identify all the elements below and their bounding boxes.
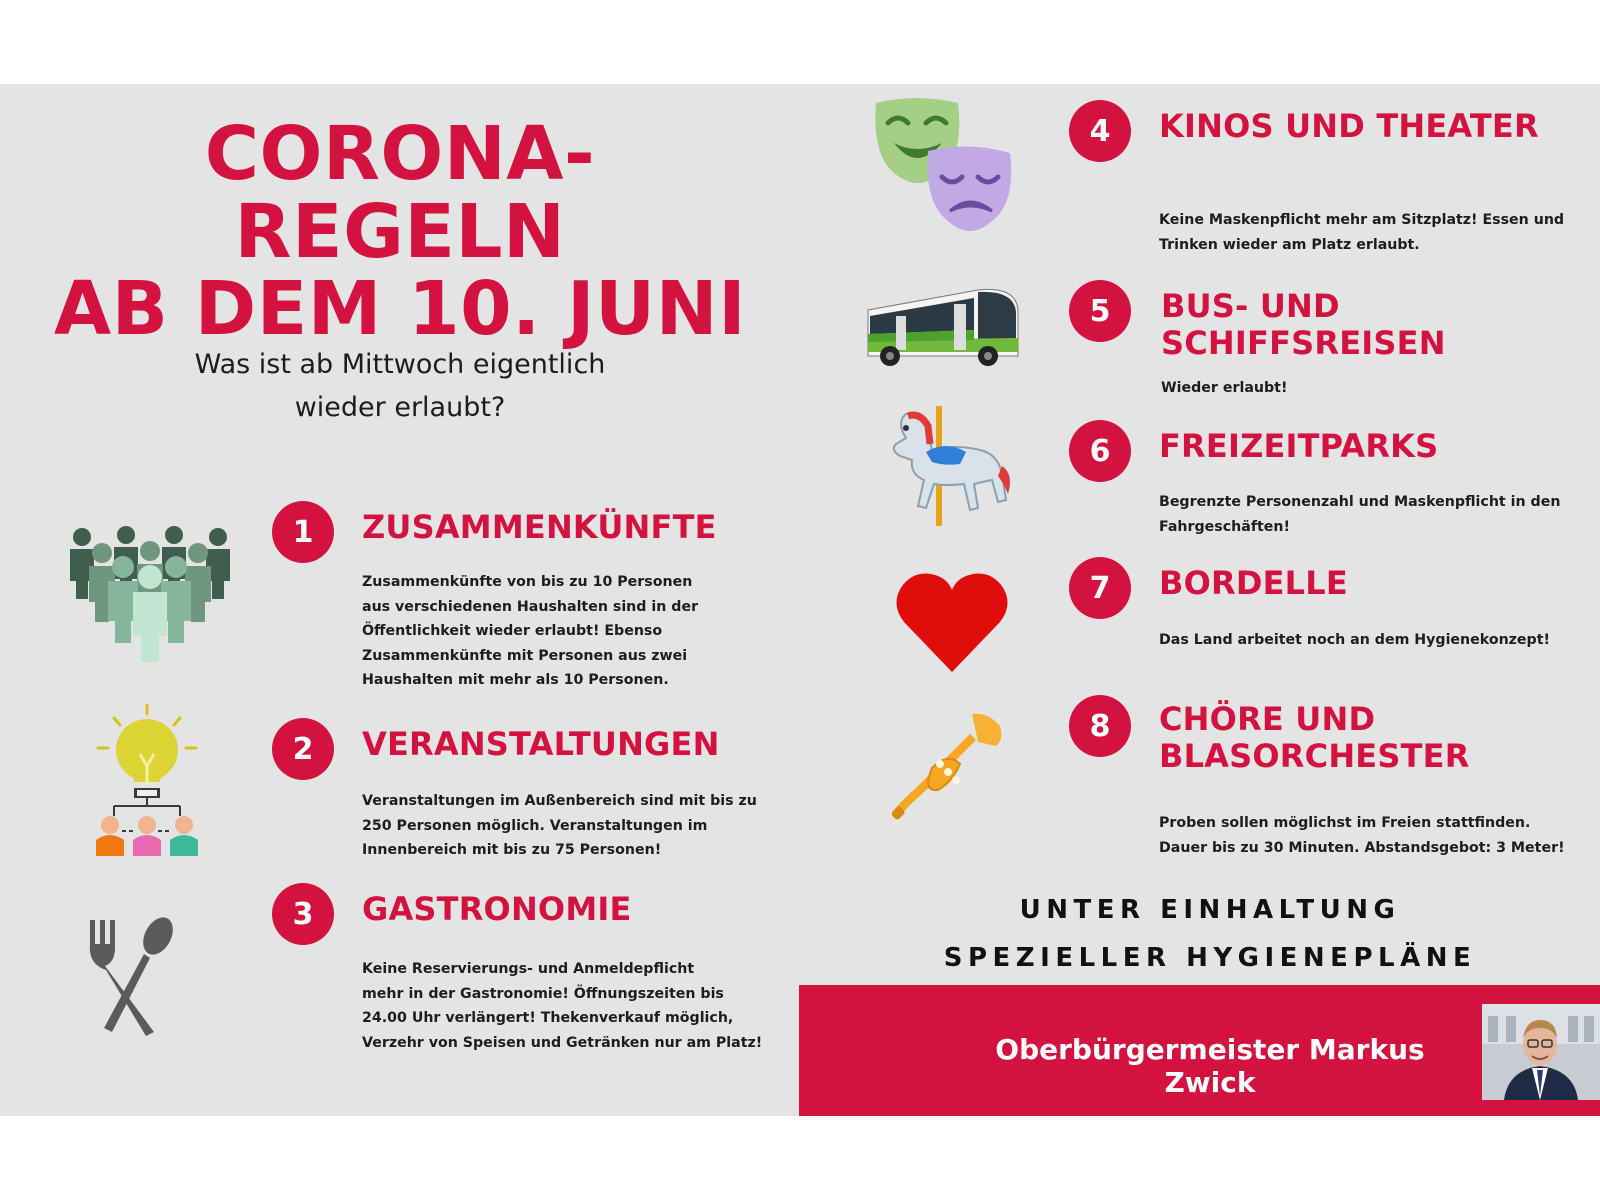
rule-heading-line: GASTRONOMIE	[362, 890, 632, 928]
rule-heading-line: CHÖRE UND	[1159, 700, 1376, 738]
rule-number-badge: 7	[1069, 557, 1131, 619]
rule-description	[1159, 490, 1560, 539]
mayor-name: Oberbürgermeister Markus Zwick	[995, 1033, 1425, 1099]
rule-text-line: Zusammenkünfte mit Personen aus zwei	[362, 647, 688, 664]
rule-heading-line: KINOS UND THEATER	[1159, 107, 1539, 145]
rule-number-badge: 3	[272, 883, 334, 945]
rule-text-line: Fahrgeschäften!	[1159, 518, 1290, 535]
rule-description	[1159, 811, 1565, 860]
fork-spoon-icon	[88, 914, 180, 1036]
rule-text-line: mehr in der Gastronomie! Öffnungszeiten bis	[362, 985, 724, 1002]
rule-heading-line: VERANSTALTUNGEN	[362, 725, 720, 763]
poster-subtitle	[100, 343, 700, 429]
rule-description	[362, 789, 757, 863]
rule-heading	[1159, 565, 1348, 602]
rule-text-line: Keine Reservierungs- und Anmeldepflicht	[362, 961, 695, 977]
rule-number-badge: 4	[1069, 100, 1131, 162]
rule-heading-line: FREIZEITPARKS	[1159, 427, 1439, 465]
rule-number-badge: 5	[1069, 280, 1131, 342]
rule-description	[362, 957, 762, 1055]
rule-description	[362, 570, 698, 693]
rule-number-badge: 1	[272, 501, 334, 563]
theater-masks-icon	[872, 97, 1022, 239]
rule-heading-line: BUS- UND	[1161, 287, 1340, 325]
rule-heading-line: BORDELLE	[1159, 564, 1348, 602]
rule-heading	[362, 509, 717, 546]
rule-heading	[1159, 428, 1438, 465]
rule-text-line: Verzehr von Speisen und Getränken nur am Platz!	[362, 1034, 763, 1051]
rule-description	[1159, 208, 1564, 257]
rule-text-line: Begrenzte Personenzahl und Maskenpflicht in den	[1159, 494, 1561, 510]
rule-text-line: Öffentlichkeit wieder erlaubt! Ebenso	[362, 623, 663, 640]
title-line-2: AB DEM 10. JUNI	[53, 266, 747, 353]
rule-text-line: Das Land arbeitet noch an dem Hygienekonzept!	[1159, 632, 1550, 648]
subtitle-line-2: wieder erlaubt?	[294, 392, 506, 423]
title-line-1: CORONA- REGELN	[204, 111, 596, 275]
rule-heading	[1159, 701, 1470, 775]
subtitle-line-1: Was ist ab Mittwoch eigentlich	[194, 349, 606, 380]
rule-number-badge: 6	[1069, 420, 1131, 482]
heart-icon	[896, 570, 1008, 674]
rule-text-line: Zusammenkünfte von bis zu 10 Personen	[362, 574, 693, 590]
rule-text-line: aus verschiedenen Haushalten sind in der	[362, 598, 699, 615]
rule-text-line: Dauer bis zu 30 Minuten. Abstandsgebot: 3 Meter!	[1159, 839, 1565, 856]
rule-text-line: Haushalten mit mehr als 10 Personen.	[362, 672, 669, 689]
rule-text-line: Proben sollen möglichst im Freien stattfinden.	[1159, 815, 1531, 831]
rule-text-line: Wieder erlaubt!	[1161, 380, 1288, 396]
rule-number-badge: 2	[272, 718, 334, 780]
slogan-line-2: SPEZIELLER HYGIENEPLÄNE	[943, 943, 1477, 973]
rule-description	[1159, 628, 1550, 653]
rule-text-line: Innenbereich mit bis zu 75 Personen!	[362, 842, 662, 859]
mayor-photo	[1482, 1004, 1600, 1100]
hygiene-slogan	[840, 886, 1580, 982]
rule-text-line: Keine Maskenpflicht mehr am Sitzplatz! Essen und	[1159, 212, 1565, 228]
rule-text-line: Trinken wieder am Platz erlaubt.	[1159, 236, 1420, 253]
lightbulb-network-icon	[92, 704, 202, 856]
poster-title	[40, 111, 760, 353]
group-of-people-icon	[68, 525, 233, 665]
rule-heading	[362, 726, 720, 763]
carousel-horse-icon	[886, 404, 1016, 528]
rule-heading-line: SCHIFFSREISEN	[1161, 324, 1446, 362]
rule-heading	[362, 891, 632, 928]
rule-heading	[1159, 108, 1539, 145]
rule-number-badge: 8	[1069, 695, 1131, 757]
bus-icon	[866, 286, 1020, 372]
rule-heading	[1161, 288, 1446, 362]
rule-text-line: Veranstaltungen im Außenbereich sind mit bis zu	[362, 793, 757, 809]
rule-heading-line: ZUSAMMENKÜNFTE	[362, 508, 717, 546]
rule-text-line: 24.00 Uhr verlängert! Thekenverkauf möglich,	[362, 1010, 734, 1027]
trumpet-icon	[892, 712, 1006, 824]
rule-text-line: 250 Personen möglich. Veranstaltungen im	[362, 817, 708, 834]
slogan-line-1: UNTER EINHALTUNG	[1019, 895, 1401, 925]
rule-description	[1161, 376, 1287, 401]
rule-heading-line: BLASORCHESTER	[1159, 737, 1470, 775]
